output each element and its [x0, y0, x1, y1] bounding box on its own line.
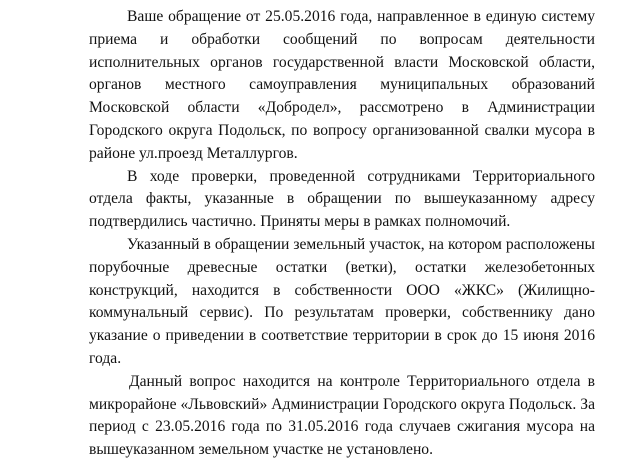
paragraph-inspection-result: В ходе проверки, проведенной сотрудниками Территориального отдела факты, указанные в обращении по вышеуказанному адресу подтвердились частично. Приняты меры в рамках полномочий.	[89, 167, 595, 231]
paragraph-land-owner: Указанный в обращении земельный участок, на котором расположены порубочные древесные остатки (ветки), остатки железобетонных конструкций, находится в собственности ООО «ЖКС» (Жилищно-коммунальный сервис). По результатам проверки, собственнику дано указание о приведении в соответствие территории в срок до 15 июня 2016 года.	[89, 235, 595, 367]
paragraph-appeal-info: Ваше обращение от 25.05.2016 года, направленное в единую систему приема и обработки сообщений по вопросам деятельности исполнительных органов государственной власти Московской области, органов местного самоуправления муниципальных образований Московской области «Добродел», рассмотрено в Администрации Городского округа Подольск, по вопросу организованной свалки мусора в районе ул.проезд Металлургов.	[89, 8, 595, 162]
letter-body	[89, 6, 595, 462]
paragraph-control-status: Данный вопрос находится на контроле Территориального отдела в микрорайоне «Львовский» Администрации Городского округа Подольск. За период с 23.05.2016 года по 31.05.2016 года случаев сжигания мусора на вышеуказанном земельном участке не установлено.	[89, 372, 595, 459]
